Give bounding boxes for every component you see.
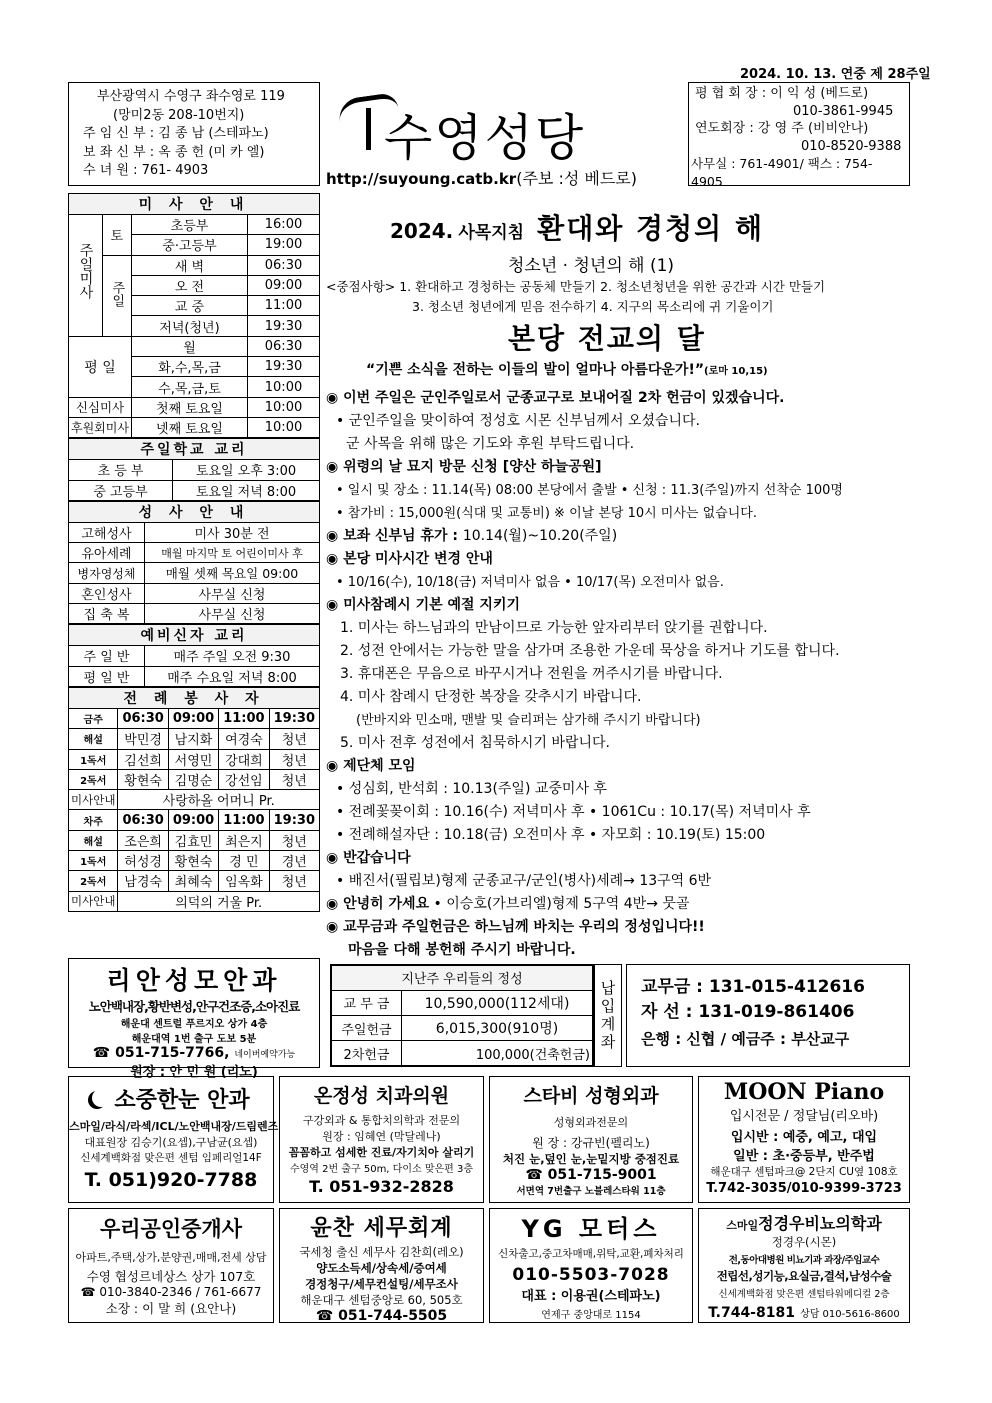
time-header: 19:30 — [269, 810, 319, 830]
mass-table — [68, 193, 320, 438]
notice-line: (반바지와 민소매, 맨발 및 슬리퍼는 삼가해 주시기 바랍니다) — [356, 713, 701, 728]
time-header: 11:00 — [219, 810, 269, 830]
youth-phone: 010-8520-9388 — [801, 138, 902, 154]
sacrament-row: 유아세례 — [69, 543, 145, 563]
server-name: 김선희 — [118, 749, 168, 769]
school-row: 초 등 부 — [69, 460, 173, 480]
moon-icon — [92, 1089, 110, 1107]
mass-time: 06:30 — [248, 336, 320, 356]
motto-label: 사목지침 — [458, 223, 525, 243]
mass-row: 넷째 토요일 — [131, 417, 247, 437]
catechumen-table — [68, 624, 320, 687]
notice-title: ◉ 제단체 모임 — [326, 758, 416, 774]
clinic-director: 원장 : 안 민 원 (리노) — [130, 1065, 258, 1080]
parish-url[interactable]: http://suyoung.catb.kr — [326, 170, 517, 188]
mass-row: 새 벽 — [131, 255, 247, 275]
notice-title: ◉ 반갑습니다 — [326, 850, 411, 866]
mass-row: 초등부 — [131, 215, 247, 235]
patron: (주보 :성 베드로) — [516, 169, 637, 188]
servers-table — [68, 687, 320, 912]
ad-line: 대표원장 김승기(요셉),구남균(요셉) — [84, 1136, 258, 1149]
ad-line: 전,동아대병원 비뇨기과 과장/주임교수 — [728, 1255, 880, 1266]
server-name: 강대희 — [219, 749, 269, 769]
server-role: 2독서 — [69, 769, 118, 789]
bank-info: 은행 : 신협 / 예금주 : 부산교구 — [641, 1030, 850, 1048]
mass-time: 11:00 — [248, 296, 320, 316]
ad-line: 신세계백화점 맞은편 센텀 임페리얼14F — [80, 1152, 262, 1164]
ad-phone: ☎ 051-744-5505 — [315, 1308, 448, 1324]
ad-dental — [279, 1076, 484, 1203]
server-name: 청년 — [269, 830, 319, 850]
focus-line1: 1. 환대하고 경청하는 공동체 만들기 2. 청소년청년을 위한 공간과 시간 만들기 — [399, 279, 826, 294]
offering-label: 2차헌금 — [332, 1041, 402, 1066]
notice-line: 3. 휴대폰은 무음으로 바꾸시거나 전원을 꺼주시기를 바랍니다. — [340, 666, 723, 682]
mass-row: 저녁(청년) — [131, 316, 247, 336]
ad-line: 입시반 : 예중, 예고, 대입 — [730, 1130, 878, 1145]
ad-line: 국세청 출신 세무사 김찬희(레오) — [299, 1245, 464, 1259]
issue-date: 2024. 10. 13. 연중 제 28주일 — [740, 67, 931, 82]
account-label: 납입계좌 — [594, 964, 622, 1067]
clinic-address: 해운대 센트럴 푸르지오 상가 4층 — [120, 1019, 268, 1030]
ad-line: 경정청구/세무컨설팅/세무조사 — [305, 1277, 458, 1291]
ad-name: 정경우비뇨의학과 — [758, 1214, 882, 1233]
server-name: 청년 — [269, 769, 319, 789]
mass-time: 19:30 — [248, 357, 320, 377]
mass-time: 10:00 — [248, 377, 320, 397]
notice-detail: 10.14(월)~10.20(주일) — [462, 528, 618, 544]
school-table — [68, 438, 320, 501]
ad-line: 성형외과전문의 — [553, 1116, 629, 1129]
ad-realtor — [68, 1208, 274, 1323]
server-name: 허성경 — [118, 851, 168, 871]
notice-line: • 배진서(필립보)형제 군종교구/군인(병사)세례→ 13구역 6반 — [336, 873, 712, 889]
clinic-ad — [68, 958, 320, 1080]
server-name: 경년 — [269, 851, 319, 871]
ad-line: 전립선,성기능,요실금,결석,남성수술 — [716, 1269, 892, 1283]
server-name: 여경숙 — [219, 729, 269, 749]
school-time: 토요일 오후 3:00 — [173, 460, 320, 480]
ad-phone: T.744-8181 — [708, 1305, 795, 1321]
notice-line: • 성심회, 반석회 : 10.13(주일) 교중미사 후 — [336, 781, 607, 797]
notice-line: 1. 미사는 하느님과의 만남이므로 가능한 앞자리부터 앉기를 권합니다. — [340, 620, 768, 636]
notice-line: • 일시 및 장소 : 11.14(목) 08:00 본당에서 출발 • 신청 : 11.3(주일)까지 선착순 100명 — [336, 483, 843, 498]
time-header: 06:30 — [118, 708, 168, 728]
ad-name: 윤찬 세무회계 — [310, 1216, 453, 1241]
office-contact: 사무실 : 761-4901/ 팩스 : 754-4905 — [691, 156, 873, 189]
clinic-phone-note: 네이버예약가능 — [234, 1050, 296, 1060]
server-name: 청년 — [269, 749, 319, 769]
time-header: 06:30 — [118, 810, 168, 830]
sacrament-title: 성 사 안 내 — [69, 501, 320, 522]
ad-phone: T. 051)920-7788 — [84, 1169, 258, 1191]
catechumen-time: 매주 수요일 저녁 8:00 — [145, 666, 320, 686]
notice-line: 군 사목을 위해 많은 기도와 후원 부탁드립니다. — [346, 436, 635, 452]
catechumen-time: 매주 주일 오전 9:30 — [145, 646, 320, 666]
notice-title: ◉ 이번 주일은 군인주일로서 군종교구로 보내어질 2차 헌금이 있겠습니다. — [326, 390, 785, 406]
sacrament-time: 사무실 신청 — [145, 583, 320, 603]
notice-line: • 10/16(수), 10/18(금) 저녁미사 없음 • 10/17(목) 오전미사 없음. — [336, 575, 724, 590]
time-header: 09:00 — [168, 708, 218, 728]
ad-line: 신차출고,중고차매매,위탁,교환,폐차처리 — [498, 1248, 684, 1260]
parish-logo: 수영성당 — [384, 109, 586, 167]
notice-title: ◉ 안녕히 가세요 — [326, 896, 430, 912]
mass-row: 오 전 — [131, 275, 247, 295]
notice-title: ◉ 본당 미사시간 변경 안내 — [326, 551, 493, 567]
clinic-desc: 노안백내장,황반변성,안구건조증,소아진료 — [88, 999, 300, 1014]
masthead — [322, 82, 687, 186]
president-phone: 010-3861-9945 — [793, 103, 894, 119]
ad-phone: ☎ 051-715-9001 — [525, 1167, 657, 1183]
parish-pastor: 주 임 신 부 : 김 종 남 (스테파노) — [83, 126, 269, 141]
mass-title: 미 사 안 내 — [69, 194, 320, 215]
logo-cross-stem — [366, 108, 371, 150]
ad-name-prefix: 스마일 — [726, 1219, 759, 1232]
mass-row: 신심미사 — [69, 397, 132, 417]
mass-row: 수,목,금,토 — [131, 377, 247, 397]
ad-line: 서면역 7번출구 노블레스타워 11층 — [516, 1186, 666, 1197]
offering-amount: 6,015,300(910명) — [402, 1015, 593, 1040]
ad-urology — [698, 1208, 910, 1323]
scripture-ref: (로마 10,15) — [704, 366, 768, 377]
offering-amount: 100,000(건축헌금) — [402, 1041, 593, 1066]
mass-row: 중·고등부 — [131, 235, 247, 255]
server-role: 해설 — [69, 729, 118, 749]
ad-phone: T.742-3035/010-9399-3723 — [706, 1181, 902, 1196]
catechumen-row: 주 일 반 — [69, 646, 145, 666]
school-time: 토요일 저녁 8:00 — [173, 480, 320, 500]
server-name: 남지화 — [168, 729, 218, 749]
council-box — [688, 82, 910, 189]
notice-title: ◉ 보좌 신부님 휴가 : — [326, 528, 458, 544]
ad-line: 소장 : 이 말 희 (요안나) — [105, 1301, 237, 1316]
time-header: 11:00 — [219, 708, 269, 728]
ad-phone: 010-5503-7028 — [512, 1265, 670, 1285]
server-name: 강선임 — [219, 769, 269, 789]
parish-address-old: (망미2동 208-10번지) — [113, 107, 245, 123]
ad-name: 우리공인중개사 — [99, 1216, 242, 1241]
clinic-phone: ☎ 051-715-7766, — [92, 1045, 230, 1061]
server-name: 최은지 — [219, 830, 269, 850]
ad-line: 원장 : 임혜연 (막달레나) — [322, 1130, 441, 1143]
server-name: 김명순 — [168, 769, 218, 789]
server-name: 박민경 — [118, 729, 168, 749]
guide-label: 미사안내 — [69, 790, 118, 810]
notice-title: ◉ 미사참례시 기본 예절 지키기 — [326, 597, 520, 613]
notice-line: 마음을 다해 봉헌해 주시기 바랍니다. — [348, 942, 576, 958]
sun-label: 주일 — [102, 255, 131, 336]
ad-line: 원 장 : 강규빈(펠리노) — [532, 1136, 650, 1150]
notice-line: • 군인주일을 맞이하여 정성호 시몬 신부님께서 오셨습니다. — [336, 413, 700, 429]
youth-president: 연도회장 : 강 영 주 (비비안나) — [695, 121, 869, 136]
server-role: 1독서 — [69, 749, 118, 769]
ad-line: 연제구 중앙대로 1154 — [541, 1310, 641, 1321]
ad-piano — [698, 1076, 910, 1203]
sacrament-time: 매월 셋째 목요일 09:00 — [145, 563, 320, 583]
clinic-name: 리안성모안과 — [106, 966, 282, 995]
ad-plastic-surgery — [489, 1076, 693, 1203]
mass-time: 19:00 — [248, 235, 320, 255]
server-name: 황현숙 — [168, 851, 218, 871]
mass-time: 10:00 — [248, 397, 320, 417]
ad-line: 입시전문 / 정달님(리오바) — [729, 1109, 879, 1124]
parish-sisters: 수 녀 원 : 761- 4903 — [83, 163, 209, 178]
mass-time: 19:30 — [248, 316, 320, 336]
guide-team: 의덕의 거울 Pr. — [118, 891, 320, 911]
server-name: 황현숙 — [118, 769, 168, 789]
catechumen-title: 예비신자 교리 — [69, 625, 320, 646]
server-name: 김효민 — [168, 830, 218, 850]
ad-line: 꼼꼼하고 섬세한 진료/자기치아 살리기 — [288, 1146, 475, 1159]
sacrament-row: 고해성사 — [69, 522, 145, 542]
church-fee-account: 교무금 : 131-015-412616 — [641, 977, 865, 997]
clinic-address2: 해운대역 1번 출구 도보 5분 — [131, 1034, 257, 1045]
focus-line2: 3. 청소년 청년에게 믿음 전수하기 4. 지구의 목소리에 귀 기울이기 — [412, 299, 774, 314]
mass-row: 화,수,목,금 — [131, 357, 247, 377]
server-name: 서영민 — [168, 749, 218, 769]
parish-assistant: 보 좌 신 부 : 옥 종 헌 (미 카 엘) — [83, 144, 265, 160]
ad-eye-clinic — [68, 1076, 279, 1203]
ad-line: 구강외과 & 통합치의학과 전문의 — [302, 1114, 461, 1127]
ad-name: 소중한눈 안과 — [114, 1088, 250, 1113]
sunday-mass-label: 주일미사 — [69, 215, 103, 337]
mass-row: 후원회미사 — [69, 417, 132, 437]
mass-row: 교 중 — [131, 296, 247, 316]
ad-line: 신세계백화점 맞은편 센텀타워메디컬 2층 — [718, 1289, 890, 1300]
ad-line: 정경우(시몬) — [771, 1235, 837, 1249]
offering-label: 교 무 금 — [332, 990, 402, 1015]
sacrament-table — [68, 501, 320, 624]
left-column — [68, 193, 320, 912]
ad-line: 대표 : 이용권(스테파노) — [521, 1289, 661, 1304]
scripture-quote: “기쁜 소식을 전하는 이들의 발이 얼마나 아름다운가!” — [366, 362, 705, 378]
next-week-label: 차주 — [69, 810, 118, 830]
mass-time: 16:00 — [248, 215, 320, 235]
offering-title: 지난주 우리들의 정성 — [332, 966, 593, 991]
ad-name: 온정성 치과의원 — [313, 1085, 450, 1107]
ad-motors — [489, 1208, 693, 1323]
server-name: 경 민 — [219, 851, 269, 871]
server-role: 1독서 — [69, 851, 118, 871]
sat-label: 토 — [102, 215, 131, 256]
server-name: 남경숙 — [118, 871, 168, 891]
ad-name: MOON Piano — [723, 1079, 885, 1105]
sacrament-row: 혼인성사 — [69, 583, 145, 603]
ad-line: 해운대구 센텀중앙로 60, 505호 — [300, 1293, 463, 1307]
offering-label: 주일헌금 — [332, 1015, 402, 1040]
server-name: 조은희 — [118, 830, 168, 850]
ad-line: 해운대구 센텀파크@ 2단지 CU옆 108호 — [710, 1166, 898, 1178]
notice-line: 2. 성전 안에서는 가능한 말을 삼가며 조용한 가운데 묵상을 하거나 기도를 합니다. — [340, 643, 840, 659]
server-name: 청년 — [269, 729, 319, 749]
notice-line: 4. 미사 참례시 단정한 복장을 갖추시기 바랍니다. — [340, 689, 642, 705]
ad-line: 아파트,주택,상가,분양권,매매,전세 상담 — [75, 1251, 267, 1264]
notice-line: 5. 미사 전후 성전에서 침묵하시기 바랍니다. — [340, 735, 610, 751]
ad-line: 처진 눈,덮인 눈,눈밑지방 중점진료 — [502, 1152, 680, 1166]
server-role: 해설 — [69, 830, 118, 850]
ad-phone: ☎ 010-3840-2346 / 761-6677 — [80, 1285, 262, 1299]
year-motto: 환대와 경청의 해 — [537, 212, 764, 245]
ad-line: 양도소득세/상속세/증여세 — [316, 1261, 447, 1275]
parish-address: 부산광역시 수영구 좌수영로 119 — [97, 89, 285, 104]
sacrament-time: 사무실 신청 — [145, 604, 320, 624]
notice-line: • 전례해설자단 : 10.18(금) 오전미사 후 • 자모회 : 10.19(토) 15:00 — [336, 827, 766, 843]
sacrament-time: 매월 마지막 토 어린이미사 후 — [145, 543, 320, 563]
guide-team: 사랑하올 어머니 Pr. — [118, 790, 320, 810]
charity-account: 자 선 : 131-019-861406 — [641, 1002, 855, 1022]
notice-title: ◉ 위령의 날 묘지 방문 신청 [양산 하늘공원] — [326, 459, 602, 475]
server-name: 최혜숙 — [168, 871, 218, 891]
council-president: 평 협 회 장 : 이 익 성 (베드로) — [695, 86, 869, 101]
this-week-label: 금주 — [69, 708, 118, 728]
ad-name: YG 모터스 — [521, 1215, 661, 1243]
sacrament-row: 병자영성체 — [69, 563, 145, 583]
sacrament-time: 미사 30분 전 — [145, 522, 320, 542]
notice-line: • 전례꽃꽂이회 : 10.16(수) 저녁미사 후 • 1061Cu : 10.17(목) 저녁미사 후 — [336, 804, 811, 820]
notice-title: ◉ 교무금과 주일헌금은 하느님께 바치는 우리의 정성입니다!! — [326, 919, 705, 935]
mass-time: 09:00 — [248, 275, 320, 295]
guide-label: 미사안내 — [69, 891, 118, 911]
notice-detail: • 이승호(가브리엘)형제 5구역 4반→ 뭇골 — [429, 896, 690, 912]
sacrament-row: 집 축 복 — [69, 604, 145, 624]
catechumen-row: 평 일 반 — [69, 666, 145, 686]
offering-amount: 10,590,000(112세대) — [402, 990, 593, 1015]
weekday-label: 평 일 — [69, 336, 132, 397]
offering-box — [330, 964, 594, 1067]
mass-time: 10:00 — [248, 417, 320, 437]
ad-phone: T. 051-932-2828 — [309, 1177, 454, 1196]
mass-time: 06:30 — [248, 255, 320, 275]
ad-line: 수영 협성르네상스 상가 107호 — [86, 1269, 256, 1284]
school-title: 주일학교 교리 — [69, 439, 320, 460]
server-name: 임옥화 — [219, 871, 269, 891]
ad-line: 수영역 2번 출구 50m, 다이소 맞은편 3층 — [289, 1164, 474, 1175]
time-header: 09:00 — [168, 810, 218, 830]
ad-tax — [279, 1208, 484, 1323]
youth-year-subtitle: 청소년 · 청년의 해 (1) — [508, 256, 675, 276]
ad-name: 스타비 성형외과 — [523, 1085, 659, 1107]
time-header: 19:30 — [269, 708, 319, 728]
mission-month-title: 본당 전교의 달 — [508, 322, 706, 355]
focus-label: <중점사항> — [326, 279, 396, 294]
server-name: 청년 — [269, 871, 319, 891]
ad-line: 상담 010-5616-8600 — [800, 1309, 900, 1320]
account-box — [626, 964, 910, 1067]
server-role: 2독서 — [69, 871, 118, 891]
ad-line: 일반 : 초·중등부, 반주법 — [733, 1149, 875, 1164]
mass-row: 월 — [131, 336, 247, 356]
school-row: 중 고등부 — [69, 480, 173, 500]
notice-line: • 참가비 : 15,000원(식대 및 교통비) ※ 이날 본당 10시 미사는 없습니다. — [336, 506, 757, 521]
mass-row: 첫째 토요일 — [131, 397, 247, 417]
year-label: 2024. — [390, 219, 454, 243]
main-content — [322, 193, 910, 961]
ad-line: 스마일/라식/라섹/ICL/노안백내장/드림렌즈 — [69, 1120, 279, 1133]
parish-info-box — [68, 82, 320, 186]
servers-title: 전 례 봉 사 자 — [69, 687, 320, 708]
